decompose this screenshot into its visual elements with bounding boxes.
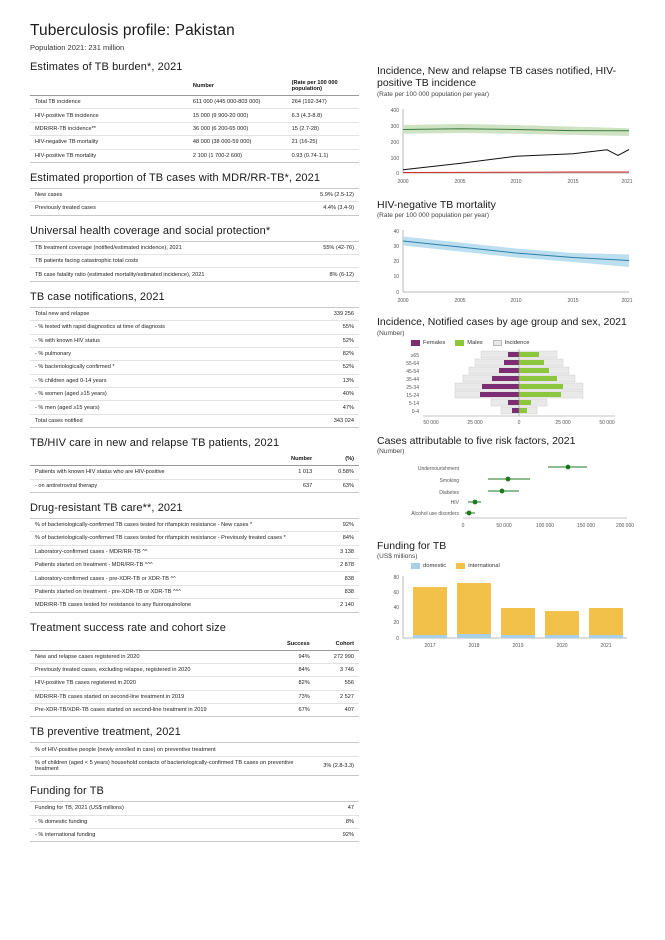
row-label: - % domestic funding (30, 815, 306, 828)
row-label: Laboratory-confirmed cases - pre-XDR-TB or XDR-TB ^^ (30, 572, 300, 585)
row-label: - % tested with rapid diagnostics at time of diagnosis (30, 321, 287, 334)
row-value: 838 (300, 585, 359, 598)
table-mdr-proportion (30, 188, 359, 216)
row-success: 67% (267, 704, 315, 717)
row-label: New cases (30, 188, 267, 201)
row-label: Patients with known HIV status who are HIV-positive (30, 466, 267, 479)
row-value: 40% (287, 388, 359, 401)
legend-label: domestic (423, 563, 447, 570)
svg-text:2005: 2005 (454, 298, 466, 305)
col-success: Success (267, 638, 315, 651)
svg-text:2015: 2015 (567, 178, 579, 185)
row-value: 8% (306, 815, 359, 828)
row-number: 611 000 (445 000-803 000) (188, 96, 287, 109)
row-value: 55% (42-76) (267, 241, 359, 254)
row-label: - on antiretroviral therapy (30, 479, 267, 492)
svg-text:150 000: 150 000 (576, 522, 596, 529)
chart-hiv-negative-mortality (377, 199, 639, 310)
table-tbhiv-care (30, 453, 359, 493)
table-row (30, 109, 359, 122)
legend-females (411, 340, 445, 346)
row-value: 55% (287, 321, 359, 334)
table-row (30, 585, 359, 598)
svg-text:200 000: 200 000 (615, 522, 635, 529)
svg-text:2000: 2000 (397, 178, 409, 185)
svg-text:400: 400 (390, 107, 399, 114)
svg-text:30: 30 (393, 244, 399, 251)
svg-text:Diabetes: Diabetes (439, 489, 459, 496)
chart-unit: (US$ millions) (377, 553, 418, 561)
two-column-layout (30, 59, 639, 842)
row-value (306, 743, 359, 756)
table-row (30, 361, 359, 374)
row-rate: 21 (16-25) (287, 136, 359, 149)
row-value: 92% (300, 518, 359, 531)
table-row (30, 414, 359, 427)
row-percent: 0.58% (317, 466, 359, 479)
mortality-uncertainty-band (403, 237, 629, 268)
incidence-svg (377, 101, 639, 193)
mortality-svg (377, 222, 639, 310)
risk-factors-svg (377, 458, 639, 534)
row-value: 838 (300, 572, 359, 585)
males-swatch (455, 340, 464, 346)
table-row (30, 532, 359, 545)
row-label: - % bacteriologically confirmed * (30, 361, 287, 374)
table-drug-resistant-care (30, 518, 359, 613)
row-label: % of bacteriologically-confirmed TB cases tested for rifampicin resistance - Previously treated cases * (30, 532, 300, 545)
svg-text:100 000: 100 000 (535, 522, 555, 529)
table-row (30, 321, 359, 334)
row-label: MDR/RR-TB incidence** (30, 122, 188, 135)
section-estimates-heading: Estimates of TB burden*, 2021 (30, 61, 183, 73)
svg-text:40: 40 (393, 605, 399, 612)
row-rate: 264 (192-347) (287, 96, 359, 109)
row-label: Previously treated cases (30, 202, 267, 215)
row-label: TB patients facing catastrophic total costs (30, 255, 267, 268)
section-drug-resistant-heading: Drug-resistant TB care**, 2021 (30, 501, 183, 514)
svg-text:2010: 2010 (510, 298, 522, 305)
table-tb-burden (30, 77, 359, 163)
svg-text:25-34: 25-34 (406, 384, 419, 391)
row-label: Total TB incidence (30, 96, 188, 109)
chart-unit: (Number) (377, 329, 405, 337)
row-label: % of bacteriologically-confirmed TB cases tested for rifampicin resistance - New cases * (30, 518, 300, 531)
row-cohort: 556 (315, 677, 359, 690)
row-rate: 6.3 (4.3-8.8) (287, 109, 359, 122)
row-number: 637 (267, 479, 317, 492)
row-cohort: 272 990 (315, 650, 359, 663)
chart-title: Cases attributable to five risk factors, 2021 (377, 434, 576, 447)
section-mdr-heading: Estimated proportion of TB cases with MDR/RR-TB*, 2021 (30, 171, 321, 184)
table-row (30, 136, 359, 149)
table-treatment-success (30, 638, 359, 718)
svg-text:2015: 2015 (567, 298, 579, 305)
svg-text:20: 20 (393, 620, 399, 627)
row-number: 36 000 (6 200-65 000) (188, 122, 287, 135)
row-value (267, 255, 359, 268)
svg-text:2021: 2021 (621, 298, 633, 305)
row-cohort: 407 (315, 704, 359, 717)
legend-international (456, 563, 500, 569)
row-label: % of HIV-positive people (newly enrolled in care) on preventive treatment (30, 743, 306, 756)
row-label: New and relapse cases registered in 2020 (30, 650, 267, 663)
svg-text:35-44: 35-44 (406, 376, 419, 383)
table-row (30, 255, 359, 268)
legend-domestic (411, 563, 446, 569)
row-value: 339 256 (287, 307, 359, 320)
row-number: 48 000 (38 000-59 000) (188, 136, 287, 149)
row-label: MDR/RR-TB cases started on second-line treatment in 2019 (30, 690, 267, 703)
row-success: 73% (267, 690, 315, 703)
col-number: Number (188, 77, 287, 96)
table-row (30, 149, 359, 162)
population-subtitle: Population 2021: 231 million (30, 43, 125, 52)
domestic-swatch (411, 563, 420, 569)
row-value: 52% (287, 361, 359, 374)
table-row (30, 307, 359, 320)
row-value: 5.9% (2.5-12) (267, 188, 359, 201)
chart-unit: (Number) (377, 447, 405, 455)
row-label: % of children (aged < 5 years) household contacts of bacteriologically-confirmed TB cases on preventive treatment (30, 756, 306, 775)
risk-error-bars (465, 464, 587, 515)
row-label: MDR/RR-TB cases tested for resistance to any fluoroquinolone (30, 599, 300, 612)
table-row (30, 677, 359, 690)
table-row (30, 815, 359, 828)
svg-text:50 000: 50 000 (496, 522, 512, 529)
table-row (30, 663, 359, 676)
row-value: 47 (306, 802, 359, 815)
row-label: HIV-positive TB incidence (30, 109, 188, 122)
table-row (30, 188, 359, 201)
row-cohort: 3 746 (315, 663, 359, 676)
svg-text:2021: 2021 (621, 178, 633, 185)
table-row (30, 334, 359, 347)
svg-text:2019: 2019 (512, 643, 524, 650)
row-label: - % international funding (30, 828, 306, 841)
svg-text:≥65: ≥65 (410, 352, 419, 359)
table-row (30, 202, 359, 215)
row-value: 2 878 (300, 559, 359, 572)
col-blank (30, 77, 188, 96)
svg-text:2021: 2021 (600, 643, 612, 650)
row-value: 82% (287, 347, 359, 360)
table-row (30, 756, 359, 775)
col-percent: (%) (317, 453, 359, 466)
row-label: - % pulmonary (30, 347, 287, 360)
svg-text:100: 100 (390, 155, 399, 162)
table-header-row (30, 638, 359, 651)
row-label: HIV-positive TB mortality (30, 149, 188, 162)
row-label: Patients started on treatment - MDR/RR-TB ^^^ (30, 559, 300, 572)
chart-unit: (Rate per 100 000 population per year) (377, 90, 490, 98)
table-row (30, 479, 359, 492)
row-cohort: 2 527 (315, 690, 359, 703)
table-row (30, 122, 359, 135)
table-row (30, 374, 359, 387)
notified-cases-line (403, 149, 629, 169)
row-label: - % women (aged ≥15 years) (30, 388, 287, 401)
legend-label: Incidence (504, 339, 530, 346)
age-sex-legend (411, 340, 639, 346)
section-uhc-heading: Universal health coverage and social protection* (30, 224, 271, 237)
svg-text:25 000: 25 000 (555, 419, 571, 426)
age-sex-svg (377, 347, 639, 429)
row-number: 2 100 (1 700-2 600) (188, 149, 287, 162)
row-value: 13% (287, 374, 359, 387)
svg-text:60: 60 (393, 590, 399, 597)
table-row (30, 96, 359, 109)
funding-legend (411, 563, 639, 569)
svg-text:2005: 2005 (454, 178, 466, 185)
chart-funding (377, 540, 639, 656)
row-label: TB treatment coverage (notified/estimated incidence), 2021 (30, 241, 267, 254)
svg-text:50 000: 50 000 (423, 419, 439, 426)
row-value: 3% (2.8-3.3) (306, 756, 359, 775)
row-label: Pre-XDR-TB/XDR-TB cases started on second-line treatment in 2019 (30, 704, 267, 717)
chart-title: Incidence, Notified cases by age group and sex, 2021 (377, 316, 627, 329)
svg-text:200: 200 (390, 139, 399, 146)
page-title: Tuberculosis profile: Pakistan (30, 22, 235, 39)
chart-risk-factors (377, 435, 639, 534)
svg-text:2018: 2018 (468, 643, 480, 650)
axes (403, 109, 629, 173)
funding-svg (377, 570, 639, 656)
table-header-row (30, 77, 359, 96)
row-label: Patients started on treatment - pre-XDR-TB or XDR-TB ^^^ (30, 585, 300, 598)
table-header-row (30, 453, 359, 466)
chart-title: HIV-negative TB mortality (377, 198, 496, 211)
table-row (30, 466, 359, 479)
row-label: Laboratory-confirmed cases - MDR/RR-TB ^^ (30, 545, 300, 558)
section-notifications-heading: TB case notifications, 2021 (30, 290, 165, 303)
table-row (30, 347, 359, 360)
row-percent: 63% (317, 479, 359, 492)
right-column (377, 59, 639, 842)
table-row (30, 241, 359, 254)
row-value: 52% (287, 334, 359, 347)
svg-text:15-24: 15-24 (406, 392, 419, 399)
svg-text:Smoking: Smoking (439, 477, 459, 484)
table-uhc (30, 241, 359, 282)
svg-text:0-4: 0-4 (411, 408, 419, 415)
legend-label: Males (467, 339, 483, 346)
svg-text:0: 0 (396, 170, 399, 177)
svg-text:2017: 2017 (424, 643, 436, 650)
section-funding-heading: Funding for TB (30, 785, 104, 798)
row-value: 8% (6-12) (267, 268, 359, 281)
section-tbhiv-heading: TB/HIV care in new and relapse TB patients, 2021 (30, 437, 280, 450)
svg-text:300: 300 (390, 123, 399, 130)
row-value: 92% (306, 828, 359, 841)
row-label: TB case fatality ratio (estimated mortality/estimated incidence), 2021 (30, 268, 267, 281)
row-success: 82% (267, 677, 315, 690)
legend-males (455, 340, 482, 346)
svg-text:5-14: 5-14 (408, 400, 419, 407)
svg-text:2010: 2010 (510, 178, 522, 185)
table-case-notifications (30, 307, 359, 428)
row-value: 3 138 (300, 545, 359, 558)
svg-text:0: 0 (461, 522, 465, 529)
row-rate: 0.93 (0.74-1.1) (287, 149, 359, 162)
table-row (30, 401, 359, 414)
row-label: - % children aged 0-14 years (30, 374, 287, 387)
svg-text:45-54: 45-54 (406, 368, 419, 375)
legend-label: international (468, 563, 500, 570)
chart-incidence-notifications (377, 65, 639, 193)
svg-text:10: 10 (393, 274, 399, 281)
row-success: 84% (267, 663, 315, 676)
svg-text:40: 40 (393, 229, 399, 236)
table-funding (30, 801, 359, 842)
svg-text:0: 0 (396, 636, 399, 643)
col-blank (30, 453, 267, 466)
table-row (30, 518, 359, 531)
svg-text:2020: 2020 (556, 643, 568, 650)
svg-text:Alcohol use disorders: Alcohol use disorders (411, 510, 459, 517)
section-treatment-heading: Treatment success rate and cohort size (30, 621, 226, 634)
left-column (30, 59, 359, 842)
table-row (30, 704, 359, 717)
col-blank (30, 638, 267, 651)
svg-text:25 000: 25 000 (467, 419, 483, 426)
row-value: 4.4% (3.4-9) (267, 202, 359, 215)
row-value: 47% (287, 401, 359, 414)
table-preventive-treatment (30, 742, 359, 776)
legend-incidence (493, 340, 530, 346)
svg-text:80: 80 (393, 575, 399, 582)
table-row (30, 650, 359, 663)
hiv-positive-incidence-line (403, 172, 629, 173)
table-row (30, 572, 359, 585)
col-rate: (Rate per 100 000 population) (287, 77, 359, 96)
row-label: HIV-negative TB mortality (30, 136, 188, 149)
row-value: 2 140 (300, 599, 359, 612)
funding-bars (413, 583, 623, 638)
row-rate: 15 (2.7-28) (287, 122, 359, 135)
chart-title: Incidence, New and relapse TB cases notified, HIV-positive TB incidence (377, 65, 617, 90)
chart-unit: (Rate per 100 000 population per year) (377, 212, 490, 220)
table-row (30, 690, 359, 703)
section-preventive-heading: TB preventive treatment, 2021 (30, 726, 181, 739)
incidence-swatch (493, 340, 502, 346)
table-row (30, 599, 359, 612)
table-row (30, 559, 359, 572)
svg-text:50 000: 50 000 (599, 419, 615, 426)
row-success: 94% (267, 650, 315, 663)
chart-title: Funding for TB (377, 539, 447, 552)
table-row (30, 743, 359, 756)
row-label: Funding for TB, 2021 (US$ millions) (30, 802, 306, 815)
row-label: - % men (aged ≥15 years) (30, 401, 287, 414)
svg-text:20: 20 (393, 259, 399, 266)
row-number: 15 000 (9 900-20 000) (188, 109, 287, 122)
row-label: Total cases notified (30, 414, 287, 427)
row-label: HIV-positive TB cases registered in 2020 (30, 677, 267, 690)
row-label: Total new and relapse (30, 307, 287, 320)
table-row (30, 388, 359, 401)
table-row (30, 545, 359, 558)
females-swatch (411, 340, 420, 346)
international-swatch (456, 563, 465, 569)
svg-text:Undernourishment: Undernourishment (417, 465, 459, 472)
svg-text:2000: 2000 (397, 298, 409, 305)
chart-age-sex (377, 316, 639, 428)
table-row (30, 802, 359, 815)
table-row (30, 828, 359, 841)
row-label: - % with known HIV status (30, 334, 287, 347)
col-cohort: Cohort (315, 638, 359, 651)
row-value: 343 024 (287, 414, 359, 427)
legend-label: Females (423, 339, 446, 346)
svg-text:HIV: HIV (450, 499, 459, 506)
table-row (30, 268, 359, 281)
svg-text:0: 0 (396, 290, 399, 297)
row-number: 1 013 (267, 466, 317, 479)
row-label: Previously treated cases, excluding relapse, registered in 2020 (30, 663, 267, 676)
svg-text:55-64: 55-64 (406, 360, 419, 367)
col-number: Number (267, 453, 317, 466)
svg-text:0: 0 (517, 419, 521, 426)
row-value: 84% (300, 532, 359, 545)
